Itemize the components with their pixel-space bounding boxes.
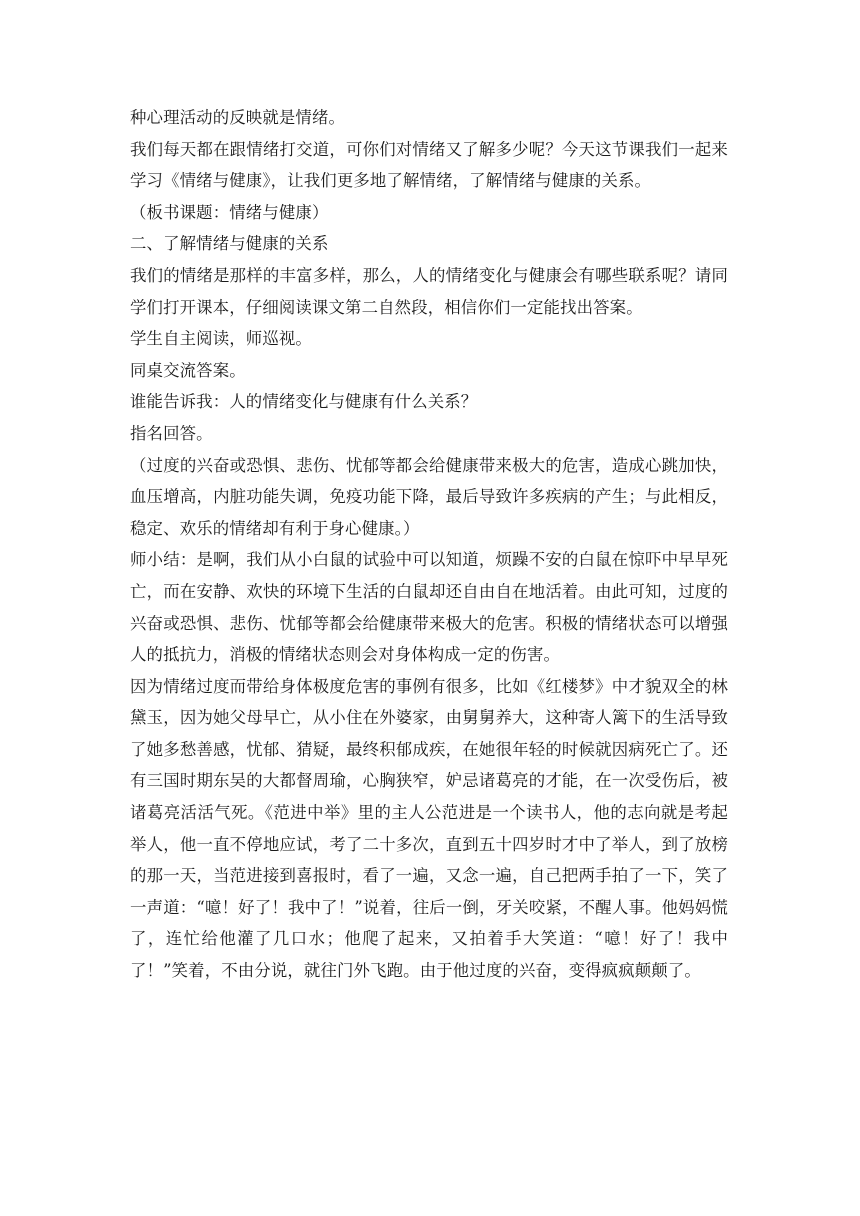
paragraph: 学生自主阅读，师巡视。	[130, 329, 312, 349]
paragraph: 种心理活动的反映就是情绪。	[130, 108, 346, 127]
paragraph: （过度的兴奋或恐惧、悲伤、忧郁等都会给健康带来极大的危害，造成心跳加快，血压增高，内脏功能失调，免疫功能下降，最后导致许多疾病的产生；与此相反，稳定、欢乐的情绪却有利于身心健康。）	[130, 455, 728, 538]
paragraph: 指名回答。	[130, 423, 213, 443]
paragraph: 我们每天都在跟情绪打交道，可你们对情绪又了解多少呢？今天这节课我们一起来学习《情绪与健康》，让我们更多地了解情绪，了解情绪与健康的关系。	[130, 139, 728, 191]
paragraph: 谁能告诉我：人的情绪变化与健康有什么关系？	[130, 392, 478, 412]
document-page	[130, 102, 728, 987]
paragraph: 师小结：是啊，我们从小白鼠的试验中可以知道，烦躁不安的白鼠在惊吓中早早死亡，而在安静、欢快的环境下生活的白鼠却还自由自在地活着。由此可知，过度的兴奋或恐惧、悲伤、忧郁等都会给健康带来极大的危害。积极的情绪状态可以增强人的抵抗力，消极的情绪状态则会对身体构成一定的伤害。	[130, 550, 728, 665]
paragraph: 同桌交流答案。	[130, 360, 246, 380]
paragraph: 我们的情绪是那样的丰富多样，那么，人的情绪变化与健康会有哪些联系呢？请同学们打开课本，仔细阅读课文第二自然段，相信你们一定能找出答案。	[130, 265, 728, 317]
paragraph: 因为情绪过度而带给身体极度危害的事例有很多，比如《红楼梦》中才貌双全的林黛玉，因为她父母早亡，从小住在外婆家，由舅舅养大，这种寄人篱下的生活导致了她多愁善感，忧郁、猜疑，最终积郁成疾，在她很年轻的时候就因病死亡了。还有三国时期东吴的大都督周瑜，心胸狭窄，妒忌诸葛亮的才能，在一次受伤后，被诸葛亮活活气死。《范进中举》里的主人公范进是一个读书人，他的志向就是考起举人，他一直不停地应试，考了二十多次，直到五十四岁时才中了举人，到了放榜的那一天，当范进接到喜报时，看了一遍，又念一遍，自己把两手拍了一下，笑了一声道：“噫！好了！我中了！”说着，往后一倒，牙关咬紧，不醒人事。他妈妈慌了，连忙给他灌了几口水；他爬了起来，又拍着手大笑道：“噫！好了！我中了！”笑着，不由分说，就往门外飞跑。由于他过度的兴奋，变得疯疯颠颠了。	[130, 676, 728, 981]
paragraph: （板书课题：情绪与健康）	[130, 202, 329, 222]
section-heading: 二、了解情绪与健康的关系	[130, 234, 329, 254]
